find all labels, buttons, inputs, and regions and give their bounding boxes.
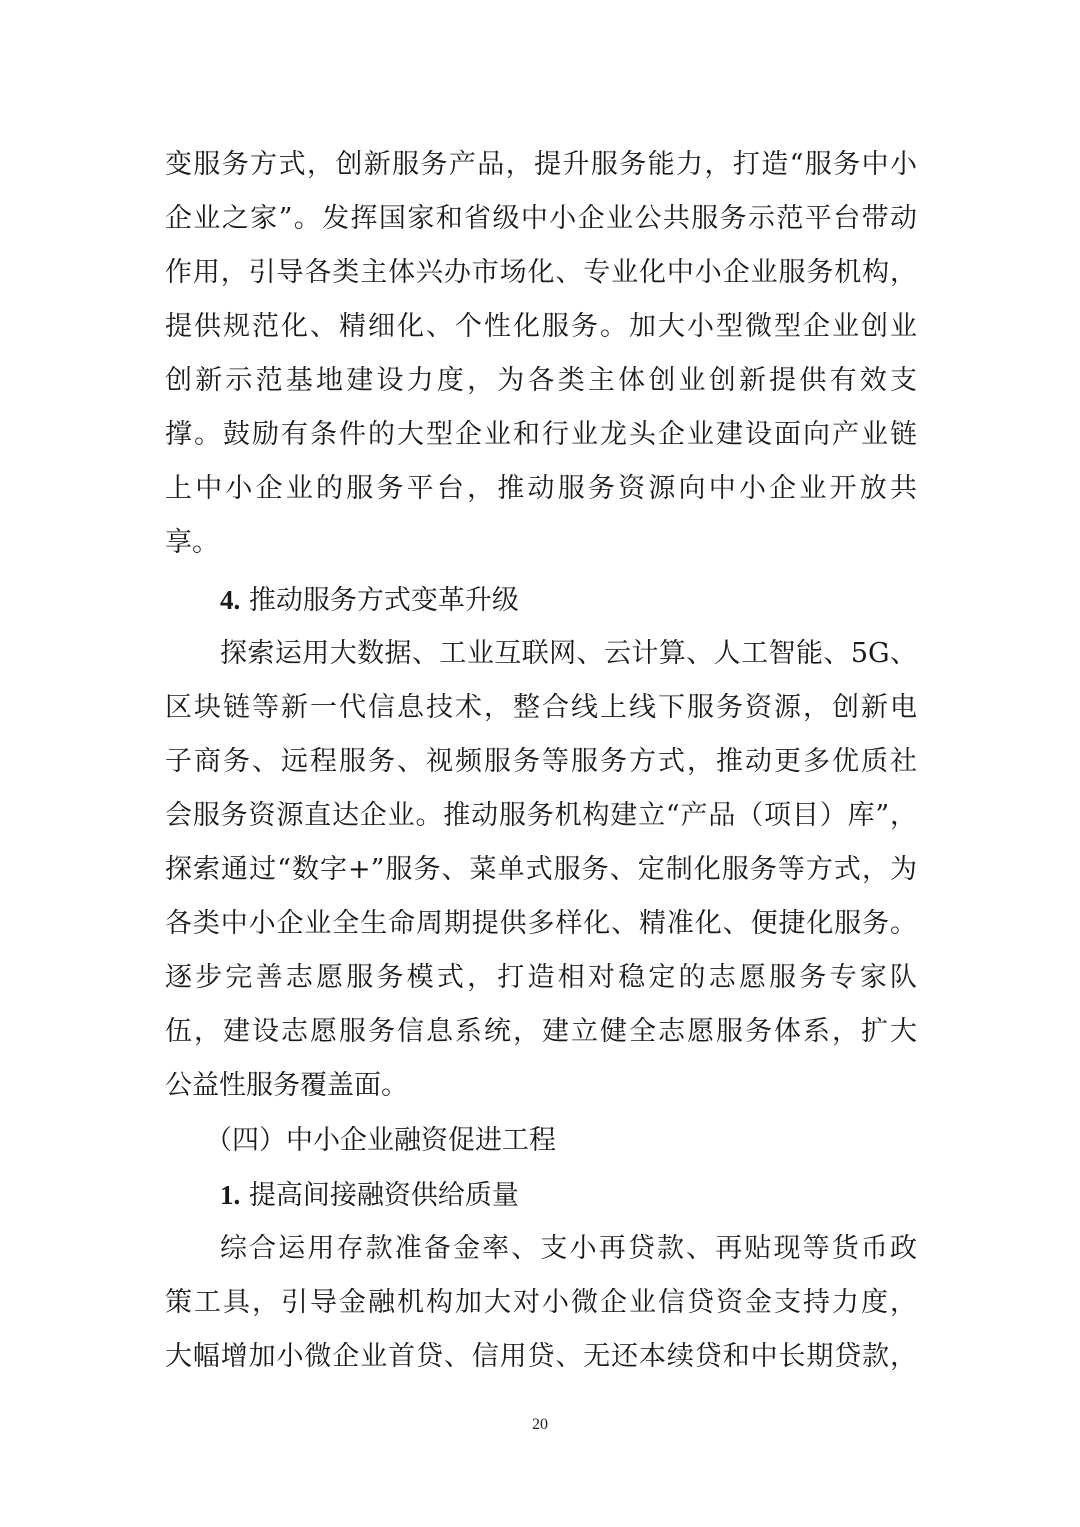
paragraph-line: 探索通过“数字+”服务、菜单式服务、定制化服务等方式，为: [165, 854, 917, 885]
paragraph-line: 提供规范化、精细化、个性化服务。加大小型微型企业创业: [165, 311, 917, 342]
paragraph-line: 大幅增加小微企业首贷、信用贷、无还本续贷和中长期贷款，: [165, 1341, 917, 1372]
paragraph-line: 作用，引导各类主体兴办市场化、专业化中小企业服务机构，: [165, 257, 917, 288]
paragraph-line: 上中小企业的服务平台，推动服务资源向中小企业开放共: [165, 473, 917, 504]
paragraph-line: 综合运用存款准备金率、支小再贷款、再贴现等货币政: [220, 1233, 917, 1264]
paragraph-line: 逐步完善志愿服务模式，打造相对稳定的志愿服务专家队: [165, 962, 917, 993]
paragraph-line: 变服务方式，创新服务产品，提升服务能力，打造“服务中小: [165, 149, 917, 180]
section-heading: （四）中小企业融资促进工程: [205, 1125, 556, 1156]
paragraph-line: 创新示范基地建设力度，为各类主体创业创新提供有效支: [165, 365, 917, 396]
paragraph-line: 子商务、远程服务、视频服务等服务方式，推动更多优质社: [165, 746, 917, 777]
paragraph-line: 策工具，引导金融机构加大对小微企业信贷资金支持力度，: [165, 1287, 917, 1318]
subheading-number: 1.: [220, 1180, 241, 1210]
paragraph-line: 享。: [165, 527, 219, 558]
subheading-title: 推动服务方式变革升级: [248, 585, 519, 616]
paragraph-line: 企业之家”。发挥国家和省级中小企业公共服务示范平台带动: [165, 203, 917, 234]
paragraph-line: 撑。鼓励有条件的大型企业和行业龙头企业建设面向产业链: [165, 419, 917, 450]
page-number: 20: [532, 1416, 548, 1433]
paragraph-line: 区块链等新一代信息技术，整合线上线下服务资源，创新电: [165, 692, 917, 723]
paragraph-line: 伍，建设志愿服务信息系统，建立健全志愿服务体系，扩大: [165, 1016, 917, 1047]
subheading-4: [220, 580, 917, 620]
paragraph-line: 公益性服务覆盖面。: [165, 1070, 408, 1101]
paragraph-line: 各类中小企业全生命周期提供多样化、精准化、便捷化服务。: [165, 908, 917, 939]
subheading-number: 4.: [220, 585, 241, 615]
paragraph-line: 探索运用大数据、工业互联网、云计算、人工智能、5G、: [220, 638, 917, 669]
subheading-title: 提高间接融资供给质量: [248, 1180, 519, 1211]
paragraph-line: 会服务资源直达企业。推动服务机构建立“产品（项目）库”，: [165, 800, 917, 831]
subheading-1: [220, 1175, 917, 1215]
